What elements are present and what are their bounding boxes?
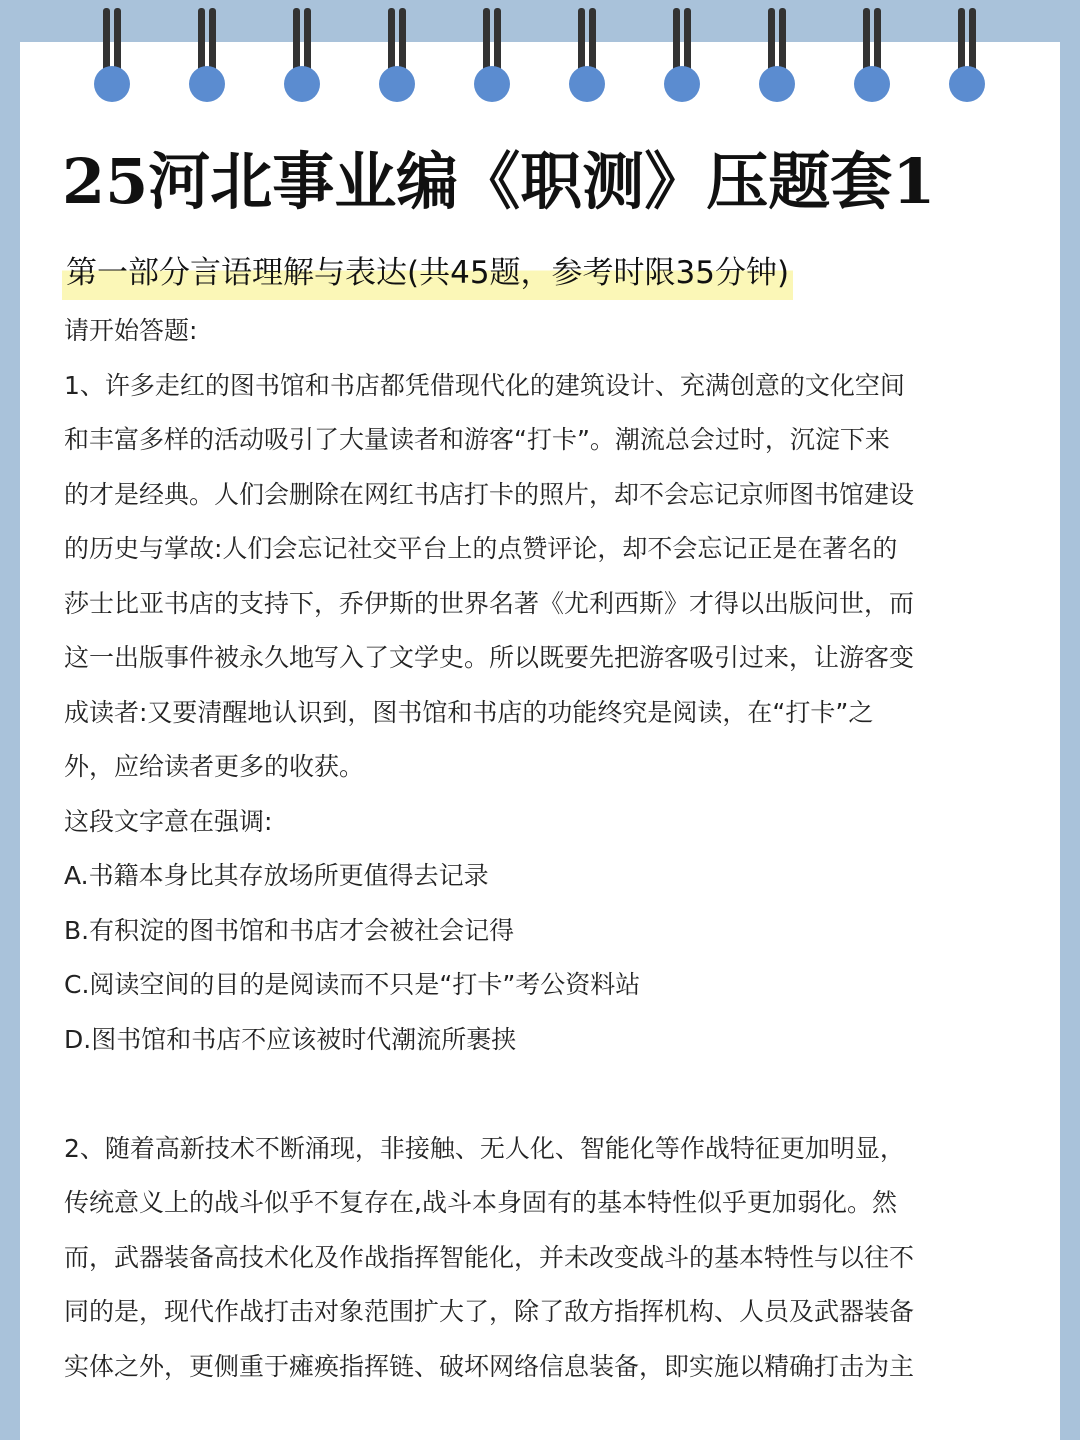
question-1-line: 的历史与掌故:人们会忘记社交平台上的点赞评论，却不会忘记正是在著名的	[64, 534, 898, 563]
option-b: B.有积淀的图书馆和书店才会被社会记得	[64, 915, 515, 945]
section-heading-wrapper	[62, 246, 1022, 302]
intro-text: 请开始答题:	[64, 316, 198, 345]
ring-hole	[189, 66, 225, 102]
binder-ring	[472, 0, 512, 104]
ring-hole	[664, 66, 700, 102]
section-heading: 第一部分言语理解与表达(共45题，参考时限35分钟)	[62, 246, 793, 300]
binder-ring	[852, 0, 892, 104]
question-1-line: 外，应给读者更多的收获。	[64, 752, 365, 781]
question-body	[64, 304, 1024, 1394]
option-a: A.书籍本身比其存放场所更值得去记录	[64, 861, 489, 890]
question-1-line: 莎士比亚书店的支持下，乔伊斯的世界名著《尤利西斯》才得以出版问世，而	[64, 588, 915, 618]
question-2-line: 同的是，现代作战打击对象范围扩大了，除了敌方指挥机构、人员及武器装备	[64, 1297, 915, 1326]
question-1-line: 成读者:又要清醒地认识到，图书馆和书店的功能终究是阅读，在“打卡”之	[64, 697, 874, 727]
binder-ring	[92, 0, 132, 104]
binder-ring	[662, 0, 702, 104]
question-1	[64, 359, 1024, 1068]
ring-hole	[379, 66, 415, 102]
question-2-line: 实体之外，更侧重于瘫痪指挥链、破坏网络信息装备，即实施以精确打击为主	[64, 1351, 915, 1381]
question-2	[64, 1122, 1024, 1395]
question-1-prompt: 这段文字意在强调:	[64, 806, 273, 836]
ring-hole	[759, 66, 795, 102]
binder-ring	[377, 0, 417, 104]
question-2-line: 2、随着高新技术不断涌现，非接触、无人化、智能化等作战特征更加明显，	[64, 1133, 905, 1163]
question-spacer	[64, 1067, 1024, 1122]
question-1-line: 这一出版事件被永久地写入了文学史。所以既要先把游客吸引过来，让游客变	[64, 643, 915, 672]
question-2-line: 传统意义上的战斗似乎不复存在,战斗本身固有的基本特性似乎更加弱化。然	[64, 1188, 897, 1217]
question-1-line: 1、许多走红的图书馆和书店都凭借现代化的建筑设计、充满创意的文化空间	[64, 370, 905, 400]
binder-ring	[282, 0, 322, 104]
option-c: C.阅读空间的目的是阅读而不只是“打卡”考公资料站	[64, 970, 641, 999]
binder-ring	[187, 0, 227, 104]
page-title: 25河北事业编《职测》压题套1	[62, 145, 936, 218]
ring-hole	[94, 66, 130, 102]
binder-ring	[567, 0, 607, 104]
binder-ring	[757, 0, 797, 104]
question-2-line: 而，武器装备高技术化及作战指挥智能化，并未改变战斗的基本特性与以往不	[64, 1242, 915, 1272]
option-d: D.图书馆和书店不应该被时代潮流所裹挟	[64, 1024, 517, 1054]
ring-hole	[569, 66, 605, 102]
ring-hole	[949, 66, 985, 102]
question-1-line: 和丰富多样的活动吸引了大量读者和游客“打卡”。潮流总会过时，沉淀下来	[64, 425, 890, 454]
binder-ring	[947, 0, 987, 104]
ring-hole	[854, 66, 890, 102]
ring-hole	[474, 66, 510, 102]
ring-hole	[284, 66, 320, 102]
question-1-line: 的才是经典。人们会删除在网红书店打卡的照片，却不会忘记京师图书馆建设	[64, 479, 915, 509]
